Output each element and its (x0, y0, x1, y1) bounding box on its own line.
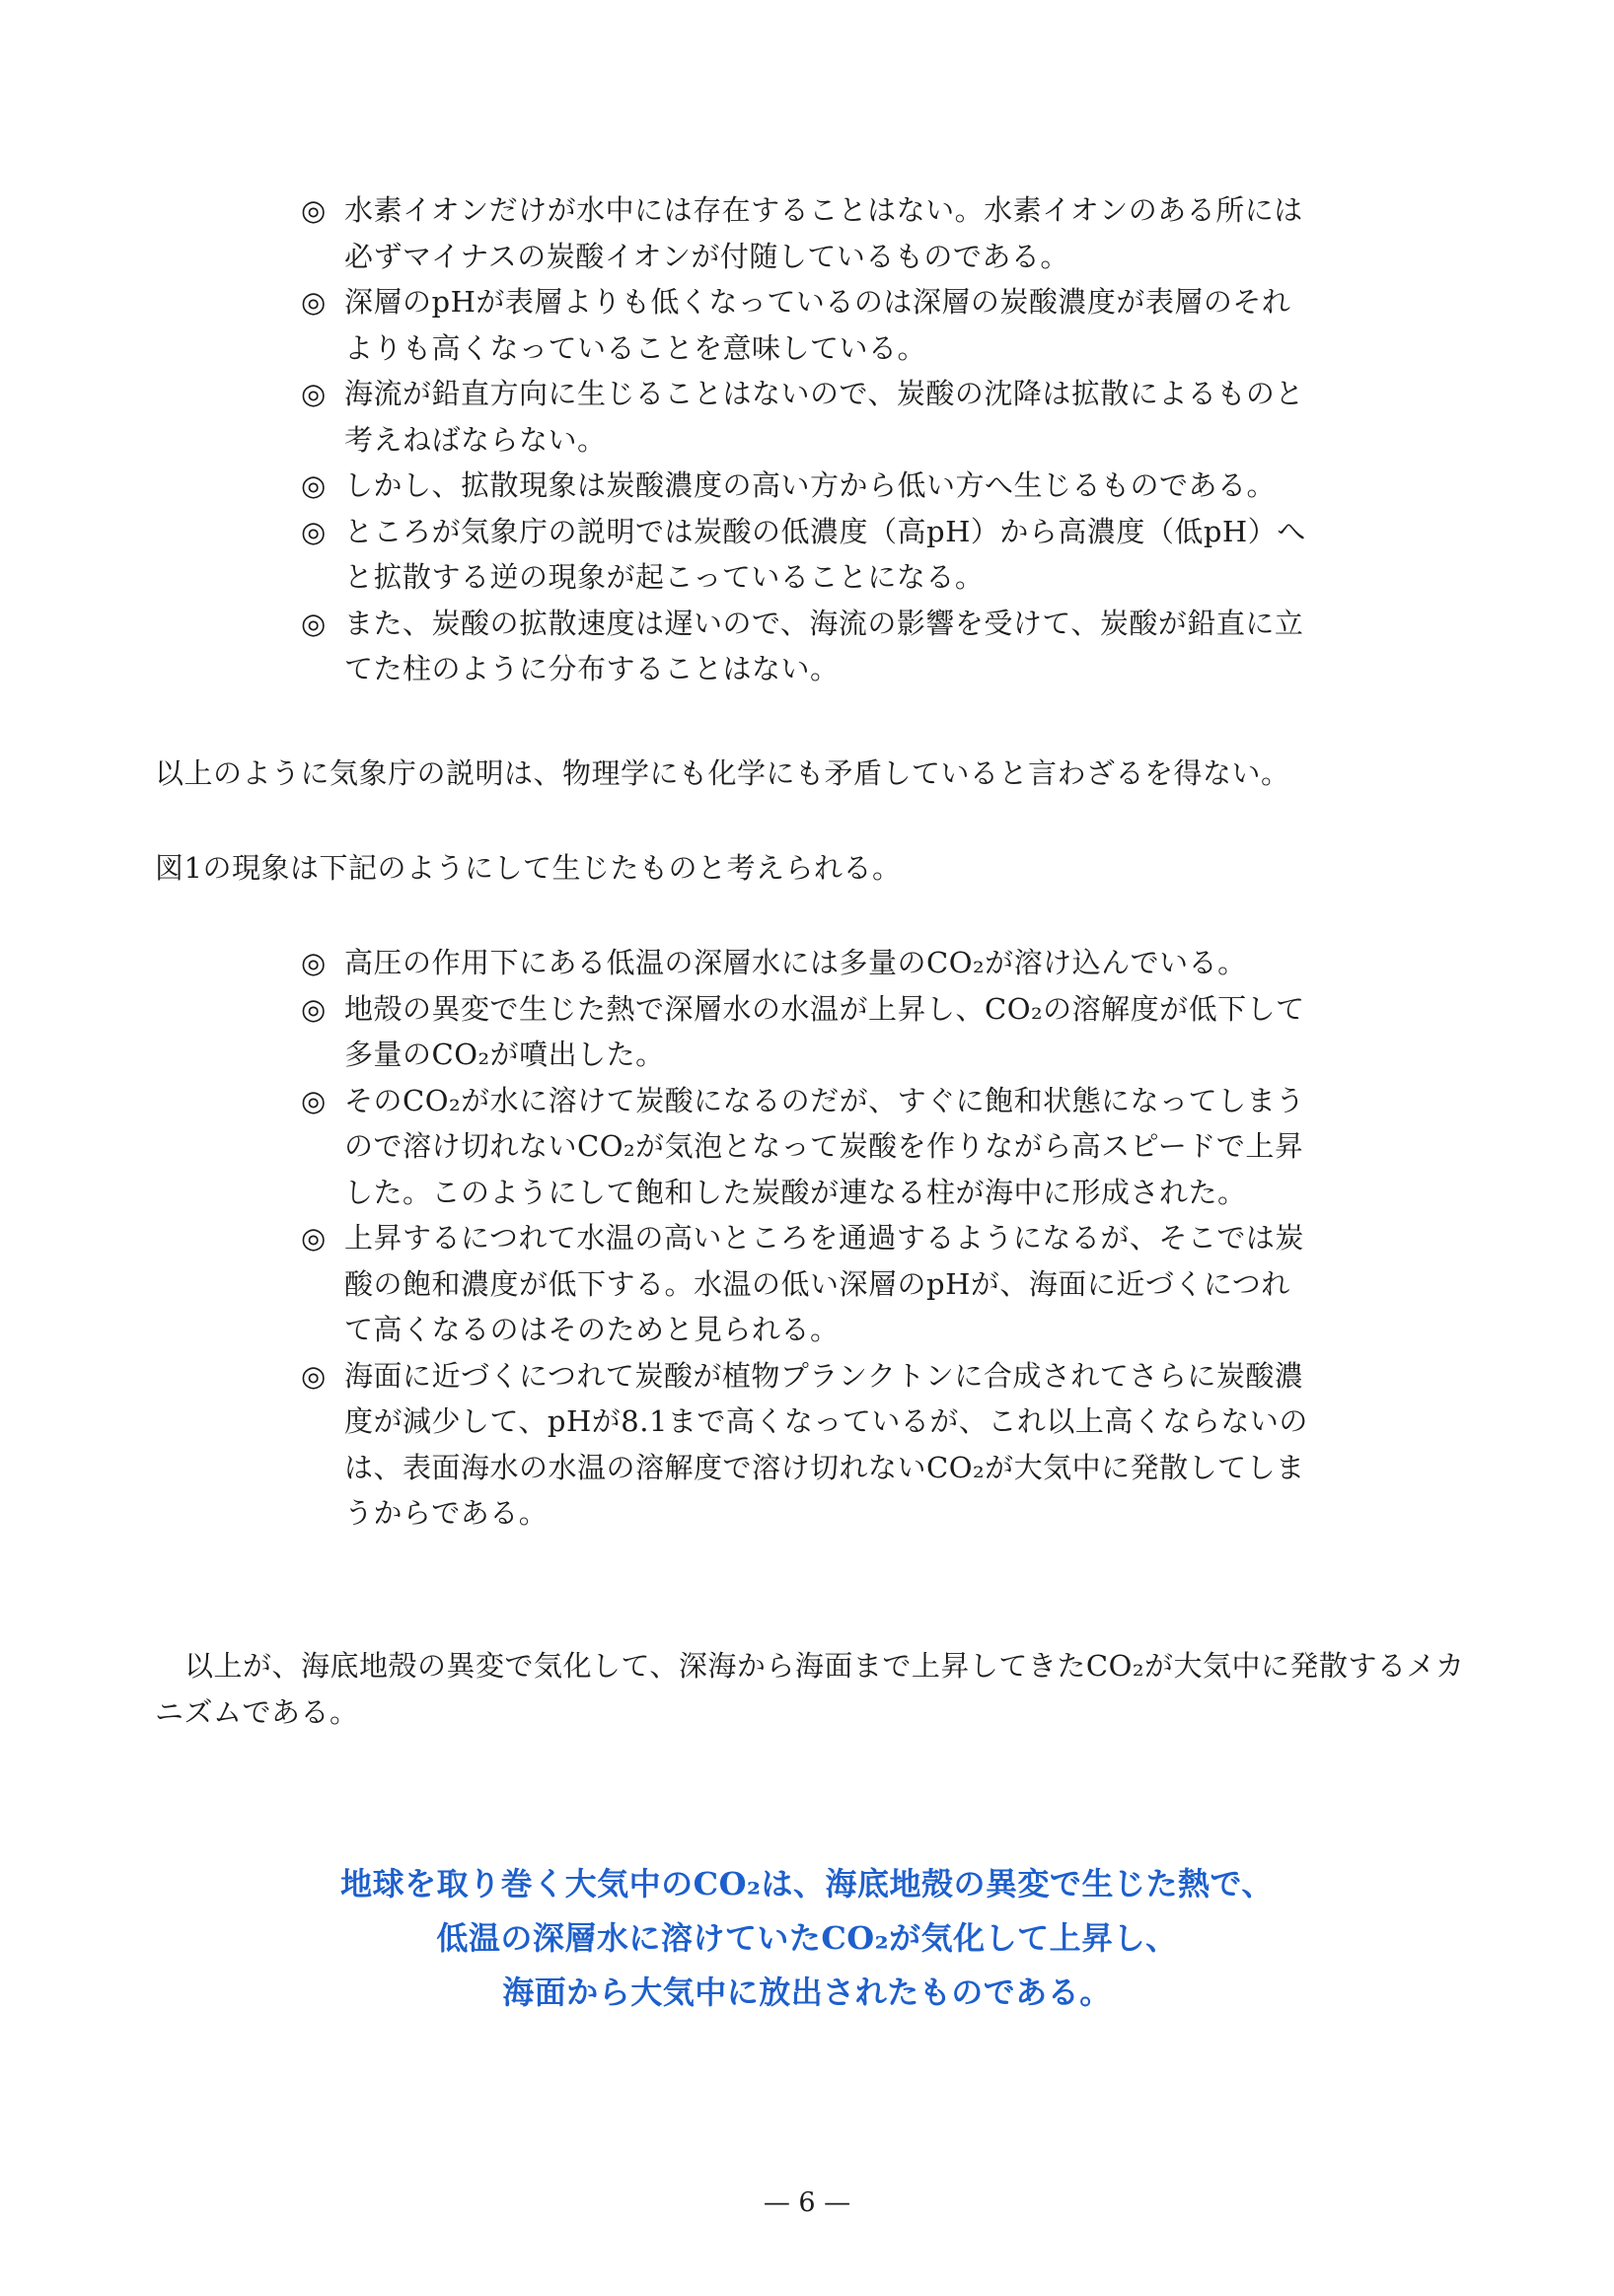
double-circle-icon: ◎ (301, 377, 327, 410)
bullet-list-ph-analysis (301, 187, 1317, 692)
bullet-text: 高圧の作用下にある低温の深層水には多量のCO₂が溶け込んでいる。 (344, 946, 1247, 979)
bullet-list-mechanism (301, 940, 1317, 1537)
bullet-text: ところが気象庁の説明では炭酸の低濃度（高pH）から高濃度（低pH）へと拡散する逆の現象が起こっていることになる。 (344, 514, 1306, 594)
paragraph-figure-intro: 図1の現象は下記のようにして生じたものと考えられる。 (155, 851, 902, 885)
bullet-item (301, 1215, 1317, 1353)
double-circle-icon: ◎ (301, 1083, 327, 1117)
double-circle-icon: ◎ (301, 991, 327, 1026)
double-circle-icon: ◎ (301, 514, 327, 548)
bullet-text: また、炭酸の拡散速度は遅いので、海流の影響を受けて、炭酸が鉛直に立てた柱のように分布することはない。 (344, 606, 1304, 685)
bullet-item (301, 940, 1317, 986)
bullet-item (301, 601, 1317, 692)
bullet-text: しかし、拡散現象は炭酸濃度の高い方から低い方へ生じるものである。 (344, 468, 1277, 502)
double-circle-icon: ◎ (301, 1358, 327, 1393)
conclusion-line: 海面から大気中に放出されたものである。 (502, 1973, 1112, 2011)
double-circle-icon: ◎ (301, 946, 327, 979)
bullet-item (301, 371, 1317, 463)
bullet-item (301, 1078, 1317, 1216)
bullet-item (301, 187, 1317, 279)
bullet-item (301, 1353, 1317, 1537)
double-circle-icon: ◎ (301, 606, 327, 640)
bullet-text: 上昇するにつれて水温の高いところを通過するようになるが、そこでは炭酸の飽和濃度が低下する。水温の低い深層のpHが、海面に近づくにつれて高くなるのはそのためと見られる。 (344, 1221, 1304, 1346)
bullet-item (301, 279, 1317, 371)
double-circle-icon: ◎ (301, 468, 327, 502)
bullet-text: 海面に近づくにつれて炭酸が植物プランクトンに合成されてさらに炭酸濃度が減少して、pHが8.1まで高くなっているが、これ以上高くならないのは、表面海水の水温の溶解度で溶け切れないCO₂が大気中に発散してしまうからである。 (344, 1358, 1308, 1530)
bullet-item (301, 509, 1317, 601)
bullet-text: 地殻の異変で生じた熱で深層水の水温が上昇し、CO₂の溶解度が低下して多量のCO₂が噴出した。 (344, 991, 1305, 1071)
page-number: — 6 — (763, 2188, 851, 2218)
paragraph-contradiction: 以上のように気象庁の説明は、物理学にも化学にも矛盾していると言わざるを得ない。 (155, 756, 1290, 790)
bullet-text: そのCO₂が水に溶けて炭酸になるのだが、すぐに飽和状態になってしまうので溶け切れないCO₂が気泡となって炭酸を作りながら高スピードで上昇した。このようにして飽和した炭酸が連なる柱が海中に形成された。 (344, 1083, 1305, 1209)
bullet-item (301, 463, 1317, 509)
bullet-text: 海流が鉛直方向に生じることはないので、炭酸の沈降は拡散によるものと考えねばならない。 (344, 377, 1304, 457)
bullet-text: 深層のpHが表層よりも低くなっているのは深層の炭酸濃度が表層のそれよりも高くなっていることを意味している。 (344, 285, 1291, 365)
conclusion-line: 地球を取り巻く大気中のCO₂は、海底地殻の異変で生じた熱で、 (340, 1865, 1274, 1902)
bullet-item (301, 986, 1317, 1078)
conclusion-line: 低温の深層水に溶けていたCO₂が気化して上昇し、 (436, 1919, 1178, 1957)
paragraph-mechanism-summary: 以上が、海底地殻の異変で気化して、深海から海面まで上昇してきたCO₂が大気中に発散するメカニズムである。 (155, 1649, 1465, 1729)
double-circle-icon: ◎ (301, 1221, 327, 1255)
conclusion-statement (215, 1857, 1399, 2020)
double-circle-icon: ◎ (301, 193, 327, 227)
double-circle-icon: ◎ (301, 285, 327, 319)
bullet-text: 水素イオンだけが水中には存在することはない。水素イオンのある所には必ずマイナスの炭酸イオンが付随しているものである。 (344, 193, 1303, 273)
